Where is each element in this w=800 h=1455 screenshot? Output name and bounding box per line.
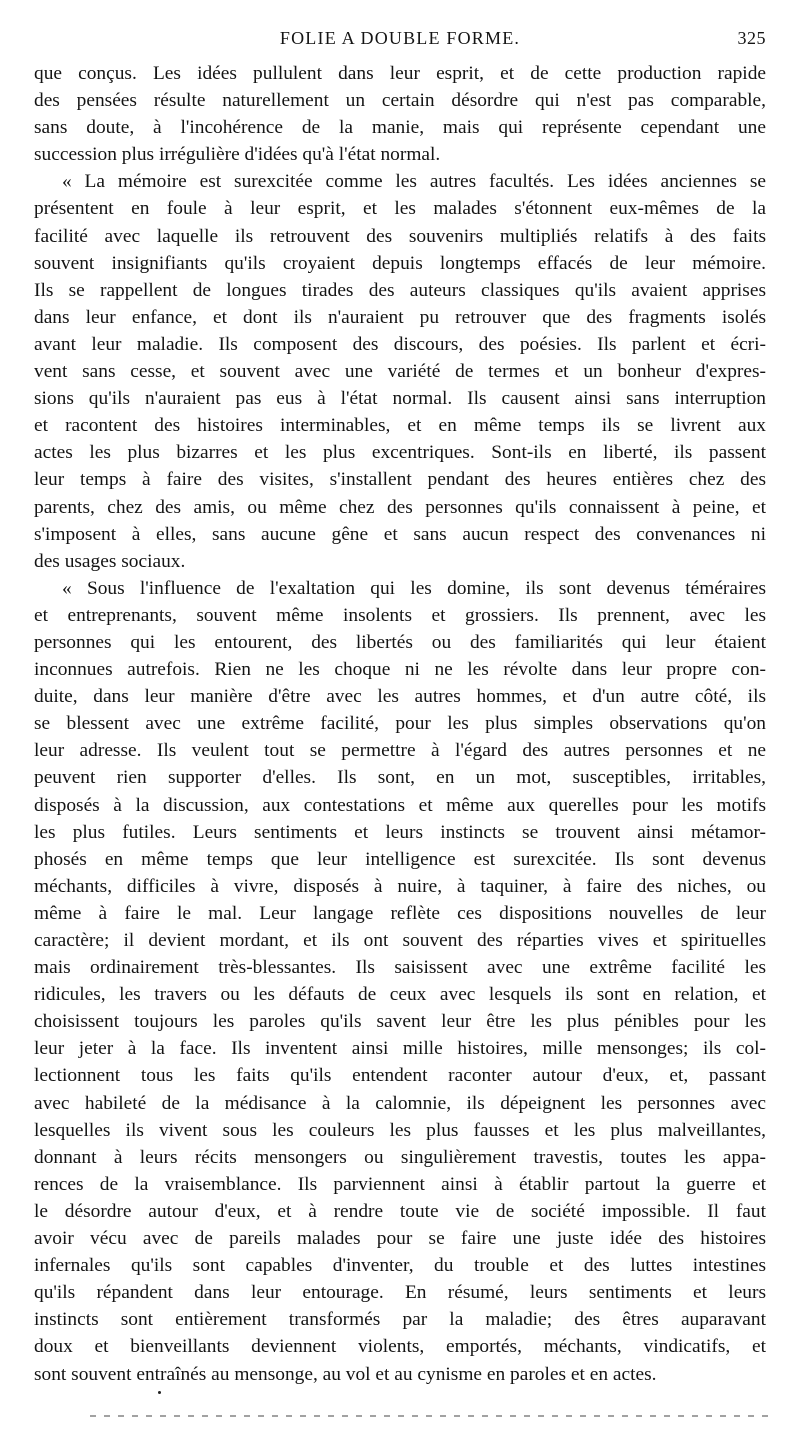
- text-line: phosés en même temps que leur intelligence est surexcitée. Ils sont devenus: [34, 848, 766, 870]
- text-line: succession plus irrégulière d'idées qu'à l'état normal.: [34, 144, 441, 166]
- body-text: [34, 60, 766, 1388]
- text-line: lectionnent tous les faits qu'ils entendent raconter autour d'eux, et, passant: [34, 1065, 766, 1087]
- text-line: des pensées résulte naturellement un certain désordre qui n'est pas comparable,: [34, 90, 766, 112]
- stray-dot: [158, 1391, 161, 1394]
- text-line: « Sous l'influence de l'exaltation qui les domine, ils sont devenus téméraires: [62, 577, 766, 599]
- text-line: qu'ils répandent dans leur entourage. En résumé, leurs sentiments et leurs: [34, 1282, 766, 1304]
- text-line: présentent en foule à leur esprit, et les malades s'étonnent eux-mêmes de la: [34, 198, 766, 220]
- text-line: inconnues autrefois. Rien ne les choque ni ne les révolte dans leur propre con-: [34, 659, 766, 681]
- text-line: sont souvent entraînés au mensonge, au vol et au cynisme en paroles et en actes.: [34, 1363, 657, 1385]
- text-line: instincts sont entièrement transformés par la maladie; des êtres auparavant: [34, 1309, 766, 1331]
- text-line: les plus futiles. Leurs sentiments et leurs instincts se trouvent ainsi métamor-: [34, 821, 766, 843]
- text-line: et entreprenants, souvent même insolents et grossiers. Ils prennent, avec les: [34, 604, 766, 626]
- text-line: leur jeter à la face. Ils inventent ainsi mille histoires, mille mensonges; ils col-: [34, 1038, 766, 1060]
- text-line: Ils se rappellent de longues tirades des auteurs classiques qu'ils avaient apprises: [34, 279, 766, 301]
- text-line: doux et bienveillants deviennent violents, emportés, méchants, vindicatifs, et: [34, 1336, 766, 1358]
- text-line: des usages sociaux.: [34, 550, 186, 572]
- text-line: vent sans cesse, et souvent avec une variété de termes et un bonheur d'expres-: [34, 361, 766, 383]
- text-line: lesquelles ils vivent sous les couleurs les plus fausses et les plus malveillantes,: [34, 1119, 766, 1141]
- text-line: méchants, difficiles à vivre, disposés à nuire, à taquiner, à faire des niches, ou: [34, 875, 766, 897]
- text-line: leur adresse. Ils veulent tout se permettre à l'égard des autres personnes et ne: [34, 740, 766, 762]
- text-line: rences de la vraisemblance. Ils parviennent ainsi à établir partout la guerre et: [34, 1173, 766, 1195]
- text-line: actes les plus bizarres et les plus excentriques. Sont-ils en liberté, ils passent: [34, 442, 766, 464]
- text-line: avoir vécu avec de pareils malades pour se faire une juste idée des histoires: [34, 1228, 766, 1250]
- text-line: caractère; il devient mordant, et ils ont souvent des réparties vives et spirituelles: [34, 930, 766, 951]
- text-line: même à faire le mal. Leur langage reflète ces dispositions nouvelles de leur: [34, 902, 766, 924]
- page-number: 325: [737, 28, 766, 48]
- text-line: souvent insignifiants qu'ils croyaient depuis longtemps effacés de leur mémoire.: [34, 252, 766, 274]
- text-line: peuvent rien supporter d'elles. Ils sont, en un mot, susceptibles, irritables,: [34, 767, 766, 789]
- running-title: FOLIE A DOUBLE FORME.: [279, 28, 521, 48]
- text-line: avant leur maladie. Ils composent des discours, des poésies. Ils parlent et écri-: [34, 333, 766, 355]
- text-line: que conçus. Les idées pullulent dans leur esprit, et de cette production rapide: [34, 63, 766, 84]
- text-line: infernales qu'ils sont capables d'inventer, du trouble et des luttes intestines: [34, 1255, 766, 1277]
- text-line: « La mémoire est surexcitée comme les autres facultés. Les idées anciennes se: [62, 171, 766, 193]
- text-line: le désordre autour d'eux, et à rendre toute vie de société impossible. Il faut: [34, 1200, 766, 1222]
- text-line: avec habileté de la médisance à la calomnie, ils dépeignent les personnes avec: [34, 1092, 766, 1114]
- text-line: disposés à la discussion, aux contestations et même aux querelles pour les motifs: [34, 794, 766, 816]
- text-line: donnant à leurs récits mensongers ou singulièrement travestis, toutes les appa-: [34, 1146, 766, 1168]
- bleed-through-line: [90, 1415, 770, 1417]
- text-line: sans doute, à l'incohérence de la manie, mais qui représente cependant une: [34, 117, 766, 139]
- text-line: s'imposent à elles, sans aucune gêne et sans aucun respect des convenances ni: [34, 523, 766, 545]
- text-line: dans leur enfance, et dont ils n'auraient pu retrouver que des fragments isolés: [34, 306, 766, 328]
- text-line: et racontent des histoires interminables, et en même temps ils se livrent aux: [34, 415, 766, 437]
- text-line: choisissent toujours les paroles qu'ils savent leur être les plus pénibles pour les: [34, 1011, 766, 1033]
- text-line: facilité avec laquelle ils retrouvent des souvenirs multipliés relatifs à des faits: [34, 225, 766, 247]
- text-line: personnes qui les entourent, des libertés ou des familiarités qui leur étaient: [34, 631, 766, 653]
- text-line: leur temps à faire des visites, s'installent pendant des heures entières chez des: [34, 469, 766, 491]
- text-line: duite, dans leur manière d'être avec les autres hommes, et d'un autre côté, ils: [34, 686, 766, 708]
- text-line: se blessent avec une extrême facilité, pour les plus simples observations qu'on: [34, 713, 766, 735]
- text-line: parents, chez des amis, ou même chez des personnes qu'ils connaissent à peine, et: [34, 496, 766, 518]
- text-line: mais ordinairement très-blessantes. Ils saisissent avec une extrême facilité les: [34, 957, 766, 979]
- bleed-through-marks: [90, 1385, 770, 1425]
- running-head: [34, 28, 766, 58]
- text-line: ridicules, les travers ou les défauts de ceux avec lesquels ils sont en relation, et: [34, 984, 766, 1006]
- text-line: sions qu'ils n'auraient pas eus à l'état normal. Ils causent ainsi sans interruption: [34, 388, 766, 410]
